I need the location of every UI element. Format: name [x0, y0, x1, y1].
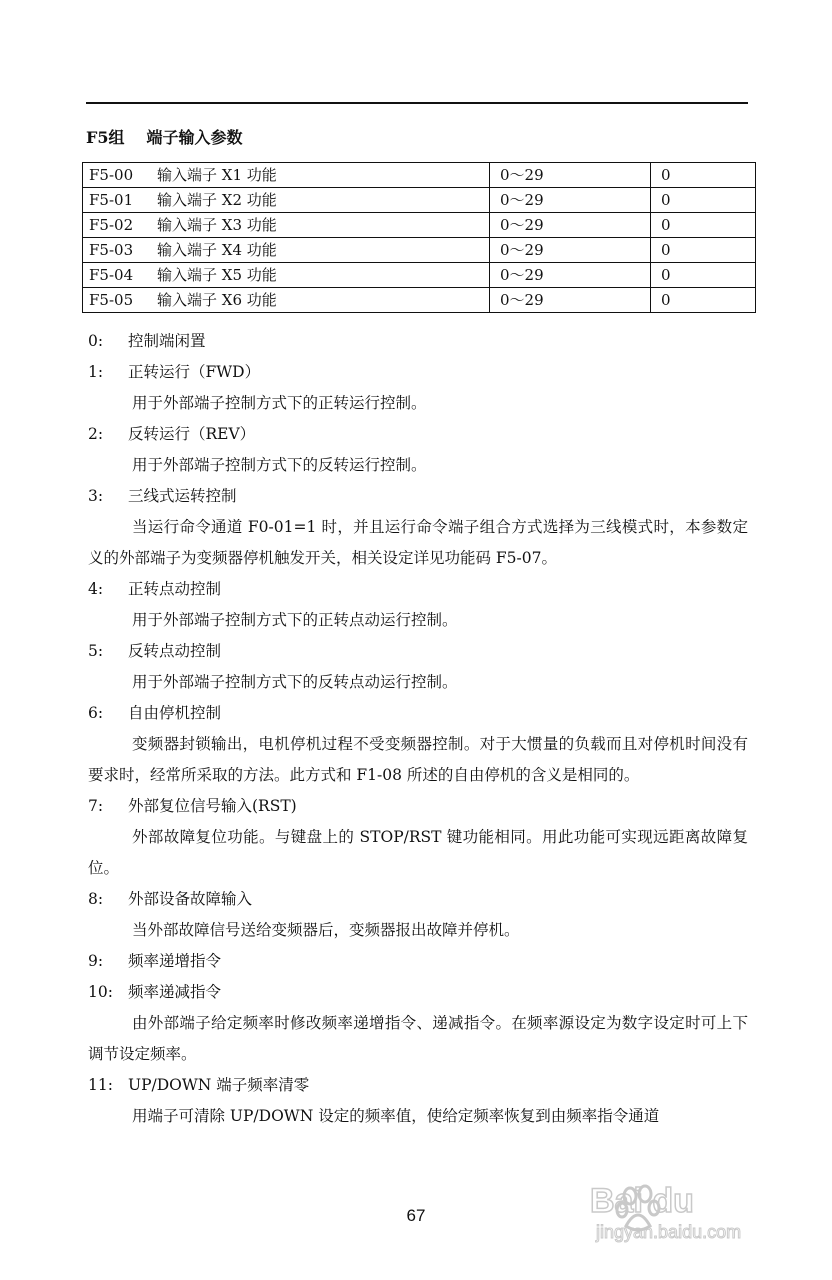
param-name: 输入端子 X4 功能 [157, 241, 277, 259]
function-number: 10: [88, 983, 113, 1001]
param-code: F5-03 [89, 241, 134, 259]
param-default: 0 [651, 213, 756, 238]
function-label: 频率递增指令 [128, 952, 222, 970]
watermark-url: jingyan.baidu.com [596, 1222, 742, 1242]
param-name: 输入端子 X5 功能 [157, 266, 277, 284]
param-name-cell [83, 238, 490, 263]
function-label: 正转运行（FWD） [128, 363, 261, 381]
parameter-table [82, 162, 756, 313]
param-row [83, 263, 756, 288]
param-range: 0～29 [490, 238, 651, 263]
param-code: F5-00 [89, 166, 134, 184]
param-name: 输入端子 X3 功能 [157, 216, 277, 234]
section-name: 端子输入参数 [146, 128, 243, 147]
function-description: 用于外部端子控制方式下的反转运行控制。 [132, 456, 427, 474]
function-description: 外部故障复位功能。与键盘上的 STOP/RST 键功能相同。用此功能可实现远距离故障复位。 [88, 828, 748, 877]
watermark-brand: Bai du [590, 1182, 694, 1220]
function-label: 自由停机控制 [128, 704, 222, 722]
param-default: 0 [651, 163, 756, 188]
function-number: 5: [88, 642, 104, 660]
param-default: 0 [651, 288, 756, 313]
function-label: 反转点动控制 [128, 642, 222, 660]
function-label: 反转运行（REV） [128, 425, 256, 443]
param-name-cell [83, 188, 490, 213]
function-number: 9: [88, 952, 104, 970]
param-default: 0 [651, 238, 756, 263]
baidu-jingyan-watermark [588, 1172, 808, 1252]
param-name: 输入端子 X6 功能 [157, 291, 277, 309]
function-description: 变频器封锁输出，电机停机过程不受变频器控制。对于大惯量的负载而且对停机时间没有要求时，经常所采取的方法。此方式和 F1-08 所述的自由停机的含义是相同的。 [88, 735, 748, 784]
function-item [88, 977, 748, 1008]
section-code: F5组 [86, 128, 125, 147]
param-default: 0 [651, 263, 756, 288]
param-code: F5-02 [89, 216, 134, 234]
function-label: 外部复位信号输入(RST) [128, 797, 297, 815]
function-item [88, 419, 748, 450]
param-range: 0～29 [490, 263, 651, 288]
param-code: F5-04 [89, 266, 134, 284]
function-description: 当运行命令通道 F0-01=1 时，并且运行命令端子组合方式选择为三线模式时，本参数定义的外部端子为变频器停机触发开关，相关设定详见功能码 F5-07。 [88, 518, 748, 567]
param-row [83, 188, 756, 213]
function-description: 当外部故障信号送给变频器后，变频器报出故障并停机。 [132, 921, 520, 939]
function-label: 外部设备故障输入 [128, 890, 253, 908]
function-item [88, 357, 748, 388]
function-description: 用端子可清除 UP/DOWN 设定的频率值，使给定频率恢复到由频率指令通道 [132, 1107, 660, 1125]
header-rule [86, 102, 748, 104]
param-range: 0～29 [490, 163, 651, 188]
function-item [88, 698, 748, 729]
param-row [83, 238, 756, 263]
param-range: 0～29 [490, 188, 651, 213]
function-label: 正转点动控制 [128, 580, 222, 598]
param-code: F5-05 [89, 291, 134, 309]
function-label: 频率递减指令 [128, 983, 222, 1001]
function-item [88, 636, 748, 667]
function-list [88, 326, 748, 1132]
function-number: 7: [88, 797, 104, 815]
function-item [88, 791, 748, 822]
param-name: 输入端子 X1 功能 [157, 166, 277, 184]
param-name-cell [83, 213, 490, 238]
function-item [88, 1070, 748, 1101]
function-description: 用于外部端子控制方式下的正转点动运行控制。 [132, 611, 458, 629]
function-item [88, 326, 748, 357]
function-item [88, 481, 748, 512]
function-item [88, 946, 748, 977]
param-row [83, 163, 756, 188]
param-name-cell [83, 263, 490, 288]
param-row [83, 288, 756, 313]
function-number: 0: [88, 332, 104, 350]
param-code: F5-01 [89, 191, 134, 209]
function-item [88, 884, 748, 915]
function-number: 4: [88, 580, 104, 598]
param-range: 0～29 [490, 288, 651, 313]
function-description: 用于外部端子控制方式下的正转运行控制。 [132, 394, 427, 412]
function-number: 6: [88, 704, 104, 722]
param-name: 输入端子 X2 功能 [157, 191, 277, 209]
function-description: 用于外部端子控制方式下的反转点动运行控制。 [132, 673, 458, 691]
function-item [88, 574, 748, 605]
function-number: 3: [88, 487, 104, 505]
function-label: UP/DOWN 端子频率清零 [128, 1076, 310, 1094]
param-name-cell [83, 288, 490, 313]
param-row [83, 213, 756, 238]
function-label: 控制端闲置 [128, 332, 206, 350]
param-name-cell [83, 163, 490, 188]
page-number: 67 [406, 1206, 426, 1225]
function-number: 8: [88, 890, 104, 908]
function-description: 由外部端子给定频率时修改频率递增指令、递减指令。在频率源设定为数字设定时可上下调节设定频率。 [88, 1014, 748, 1063]
function-number: 11: [88, 1076, 113, 1094]
function-label: 三线式运转控制 [128, 487, 237, 505]
function-number: 2: [88, 425, 104, 443]
function-number: 1: [88, 363, 104, 381]
section-title [86, 125, 243, 148]
param-default: 0 [651, 188, 756, 213]
param-range: 0～29 [490, 213, 651, 238]
